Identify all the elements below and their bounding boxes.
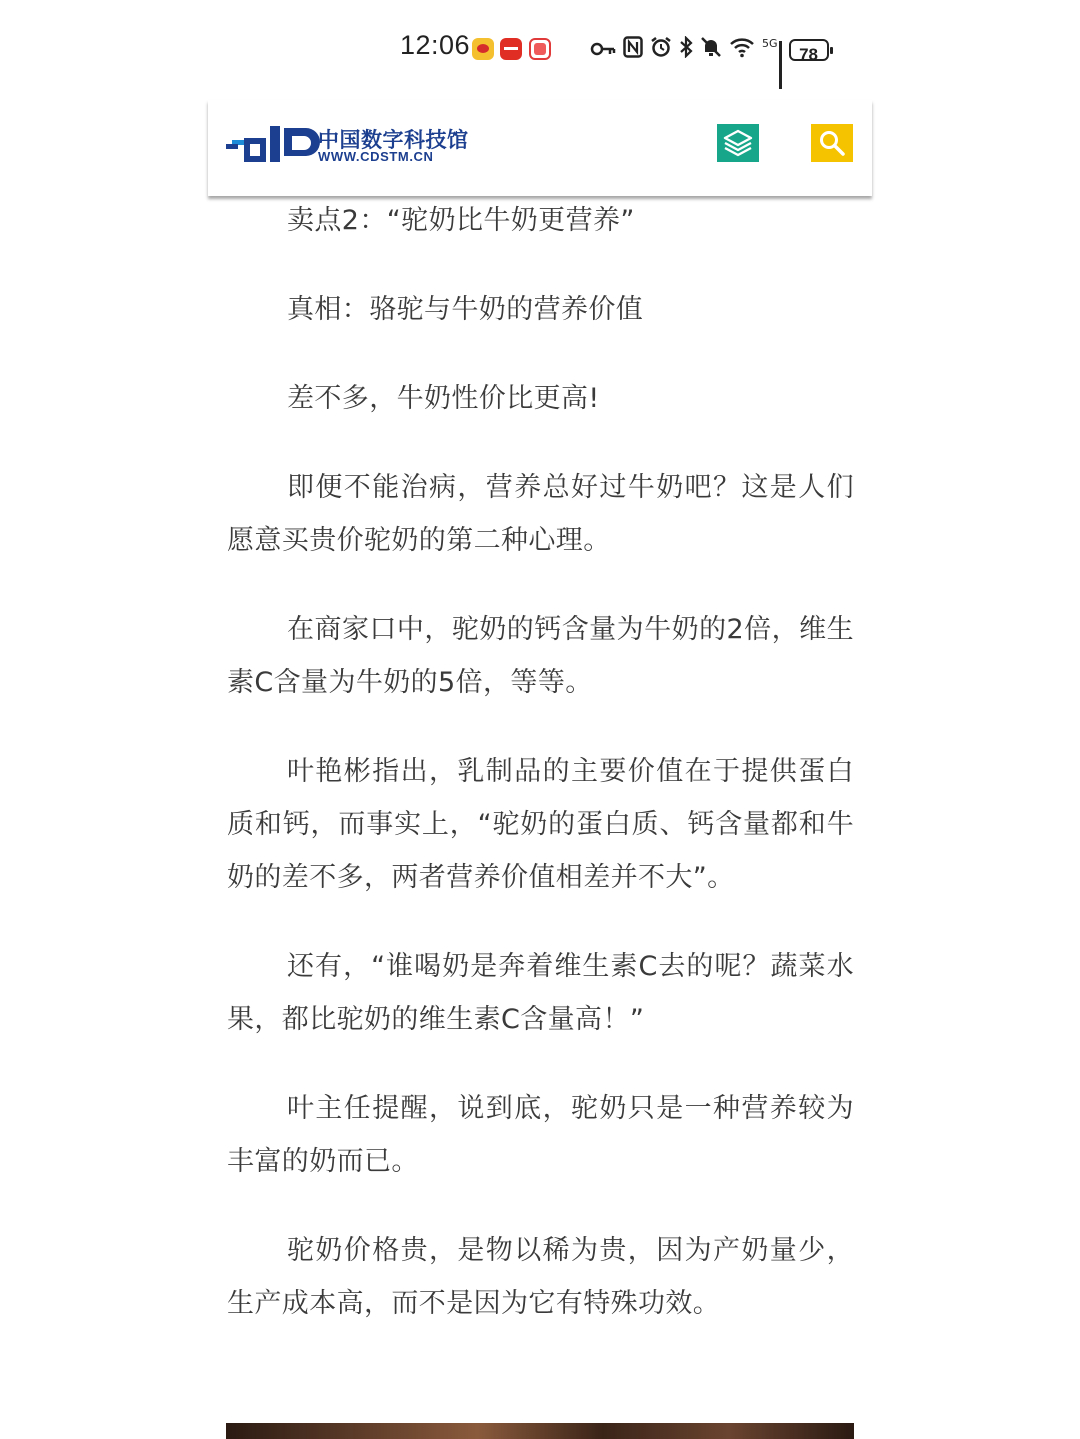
battery-icon: 78 <box>789 39 829 61</box>
layers-button[interactable] <box>717 124 759 162</box>
article-paragraph: 即便不能治病，营养总好过牛奶吧？这是人们愿意买贵价驼奶的第二种心理。 <box>227 472 854 556</box>
article-paragraph: 在商家口中，驼奶的钙含量为牛奶的2倍，维生素C含量为牛奶的5倍，等等。 <box>227 614 854 698</box>
app-icon <box>529 38 551 60</box>
key-icon <box>590 36 616 64</box>
article-paragraph: 真相：骆驼与牛奶的营养价值 <box>287 294 644 325</box>
weibo-icon <box>472 38 494 60</box>
article-paragraph: 卖点2：“驼奶比牛奶更营养” <box>287 205 635 236</box>
article-body <box>227 196 854 1330</box>
article-image <box>226 1423 854 1439</box>
article-paragraph: 还有，“谁喝奶是奔着维生素C去的呢？蔬菜水果，都比驼奶的维生素C含量高！” <box>227 951 854 1035</box>
status-time: 12:06 <box>400 30 471 60</box>
article-paragraph: 驼奶价格贵，是物以稀为贵，因为产奶量少，生产成本高，而不是因为它有特殊功效。 <box>227 1235 854 1319</box>
status-bar <box>0 0 1080 100</box>
nfc-icon <box>623 36 643 65</box>
layers-icon <box>722 128 754 158</box>
article-paragraph: 叶艳彬指出，乳制品的主要价值在于提供蛋白质和钙，而事实上，“驼奶的蛋白质、钙含量都和牛奶的差不多，两者营养价值相差并不大”。 <box>227 756 854 893</box>
logo-url: WWW.CDSTM.CN <box>318 149 434 164</box>
pinduoduo-icon <box>500 38 522 60</box>
logo-title-cn: 中国数字科技馆 <box>318 128 469 152</box>
cdstm-logo-icon[interactable] <box>226 122 322 162</box>
article-paragraph: 叶主任提醒，说到底，驼奶只是一种营养较为丰富的奶而已。 <box>227 1093 854 1177</box>
search-button[interactable] <box>811 124 853 162</box>
alarm-icon <box>650 36 672 65</box>
article-paragraph: 差不多，牛奶性价比更高! <box>287 383 600 414</box>
site-header <box>208 100 872 196</box>
wifi-icon <box>729 36 755 65</box>
search-icon <box>818 129 846 157</box>
mute-icon <box>700 36 722 65</box>
system-icons <box>590 36 829 64</box>
signal-icon <box>779 41 782 59</box>
bluetooth-icon <box>679 36 693 65</box>
network-type: 5G <box>762 37 778 50</box>
